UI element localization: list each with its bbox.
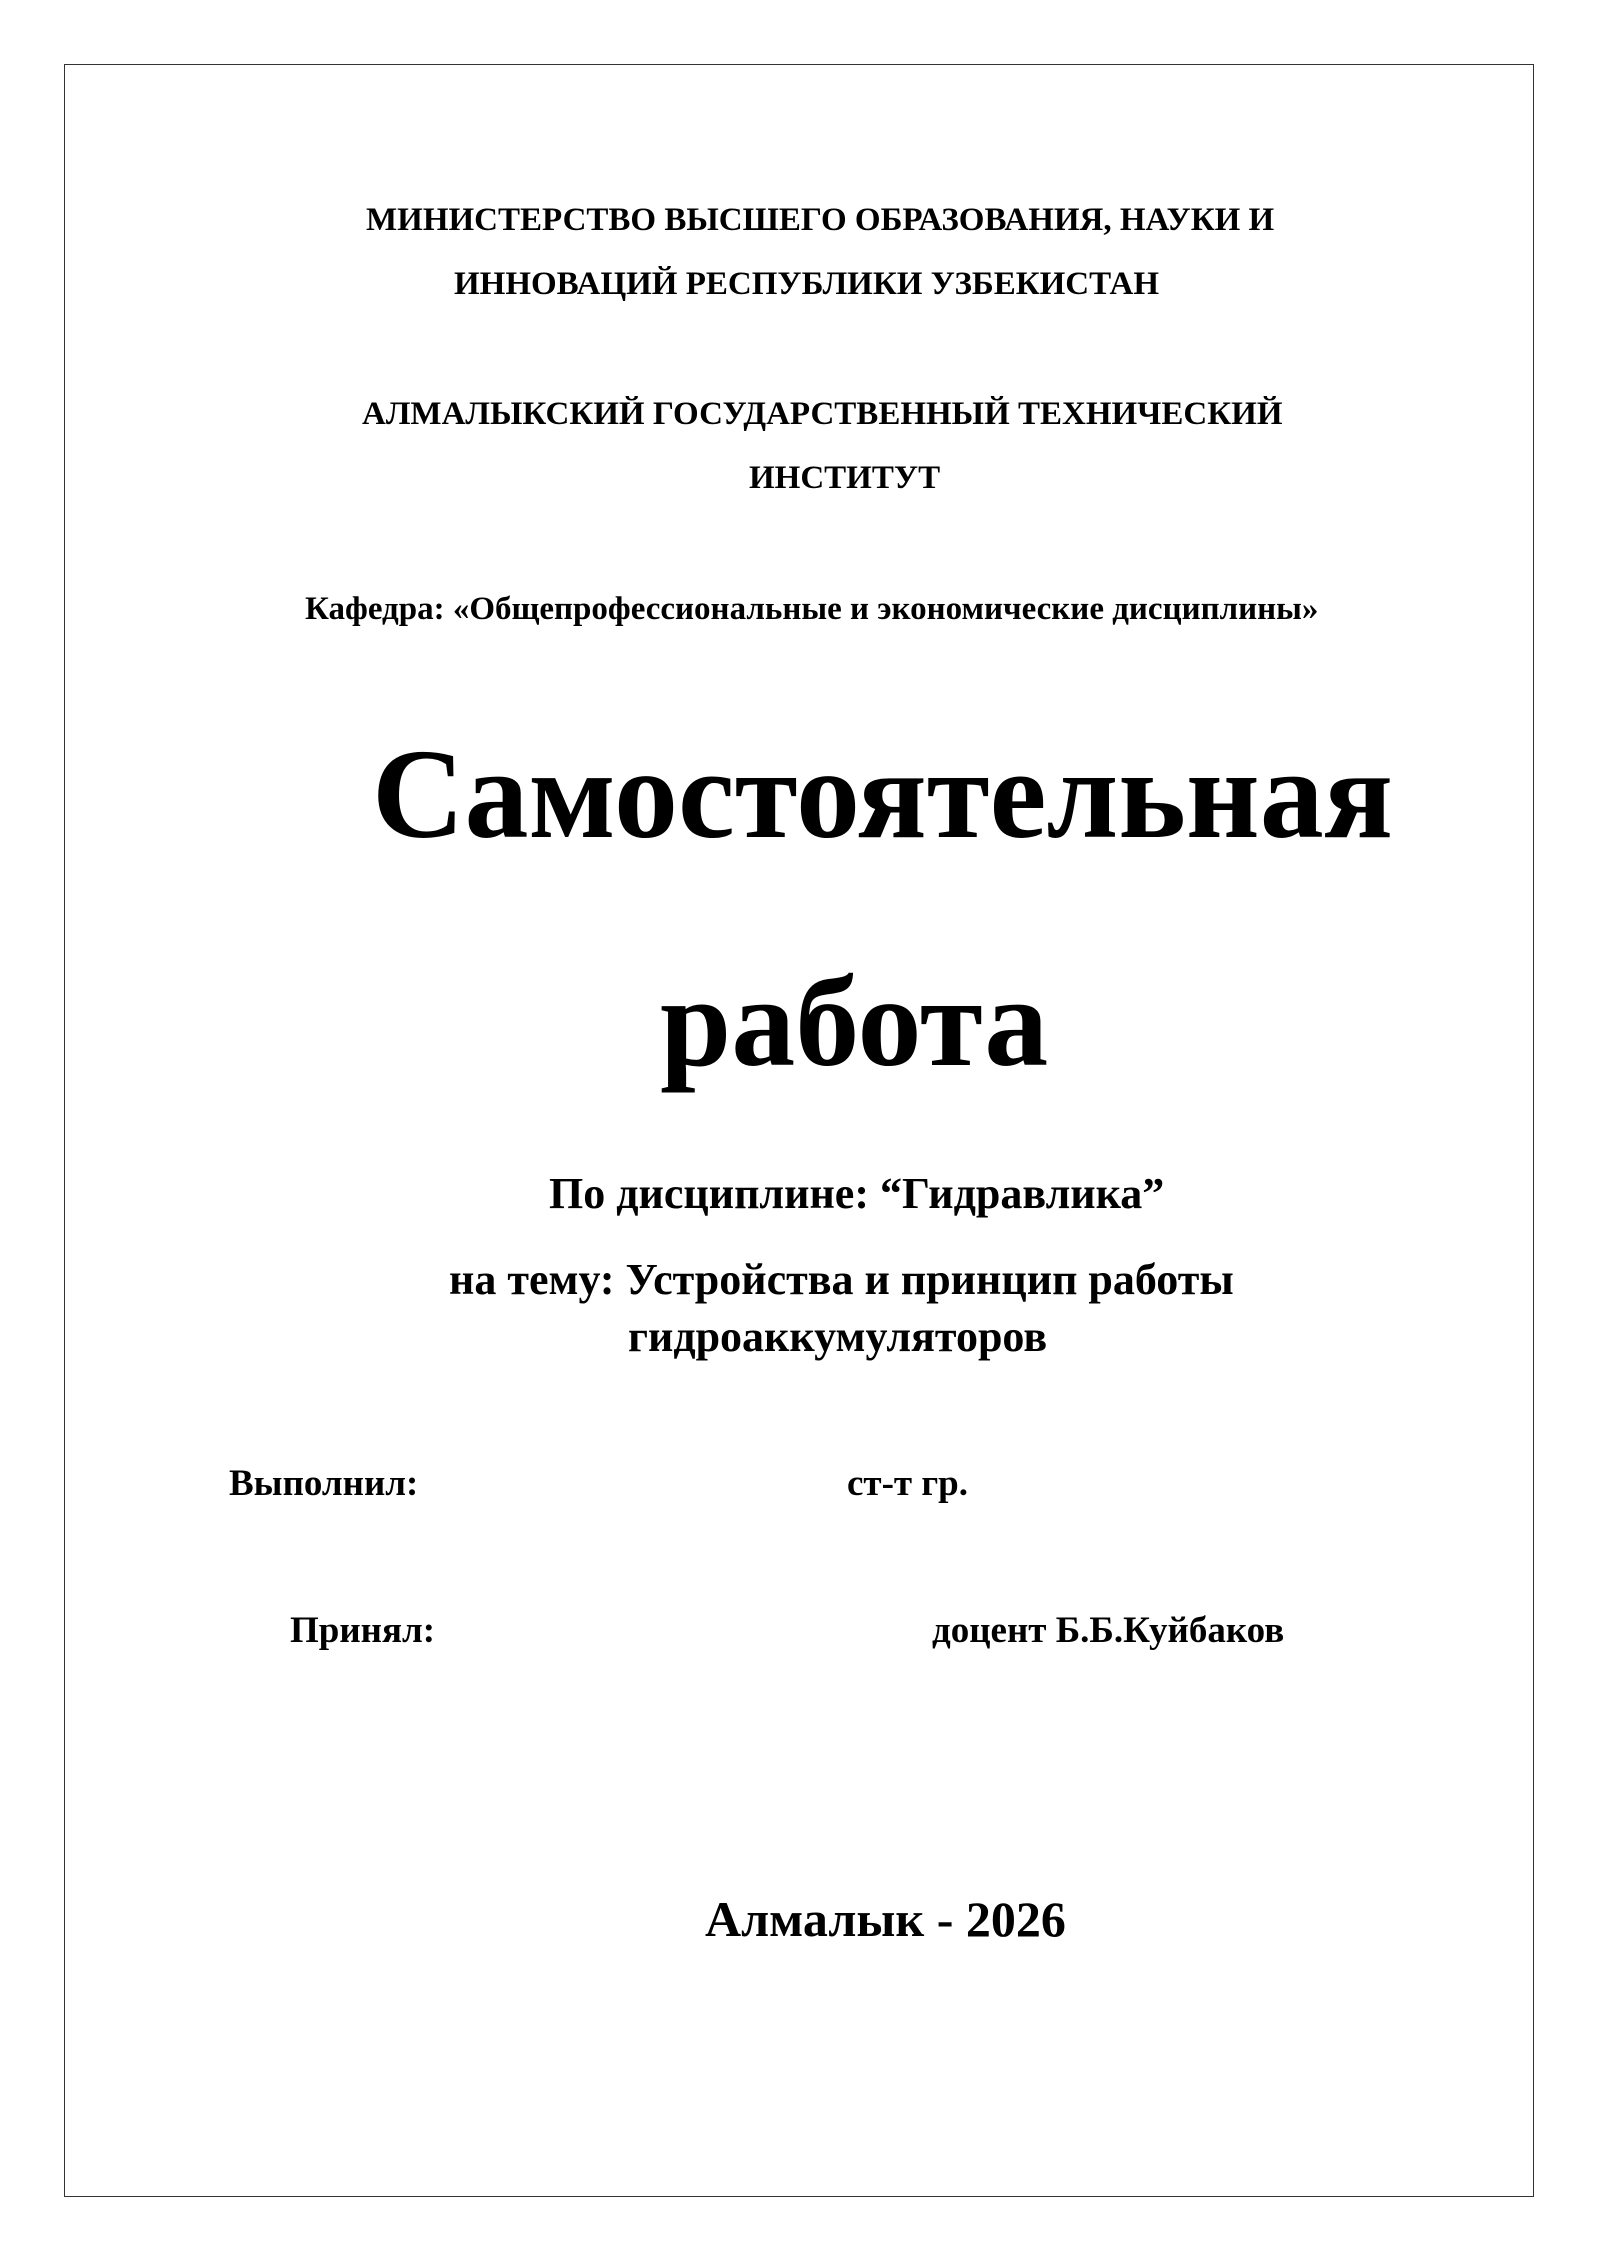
topic-line-2: гидроаккумуляторов: [628, 1312, 1048, 1361]
performed-by-label: Выполнил:: [229, 1463, 419, 1504]
accepted-by-value: доцент Б.Б.Куйбаков: [932, 1610, 1285, 1651]
document-title-line-2: работа: [660, 951, 1049, 1093]
city-year: Алмалык - 2026: [705, 1891, 1066, 1947]
ministry-line-2: ИННОВАЦИЙ РЕСПУБЛИКИ УЗБЕКИСТАН: [454, 266, 1160, 302]
ministry-line-1: МИНИСТЕРСТВО ВЫСШЕГО ОБРАЗОВАНИЯ, НАУКИ И: [366, 202, 1275, 238]
institute-line-2: ИНСТИТУТ: [749, 460, 941, 496]
document-title-line-1: Самостоятельная: [372, 723, 1393, 865]
page-border: [64, 64, 1534, 2197]
accepted-by-label: Принял:: [290, 1610, 436, 1651]
department-name: Кафедра: «Общепрофессиональные и экономические дисциплины»: [305, 591, 1319, 627]
topic-line-1: на тему: Устройства и принцип работы: [449, 1255, 1234, 1304]
institute-line-1: АЛМАЛЫКСКИЙ ГОСУДАРСТВЕННЫЙ ТЕХНИЧЕСКИЙ: [362, 396, 1283, 432]
performed-by-value: ст-т гр.: [847, 1463, 968, 1504]
discipline-line: По дисциплине: “Гидравлика”: [549, 1169, 1165, 1218]
